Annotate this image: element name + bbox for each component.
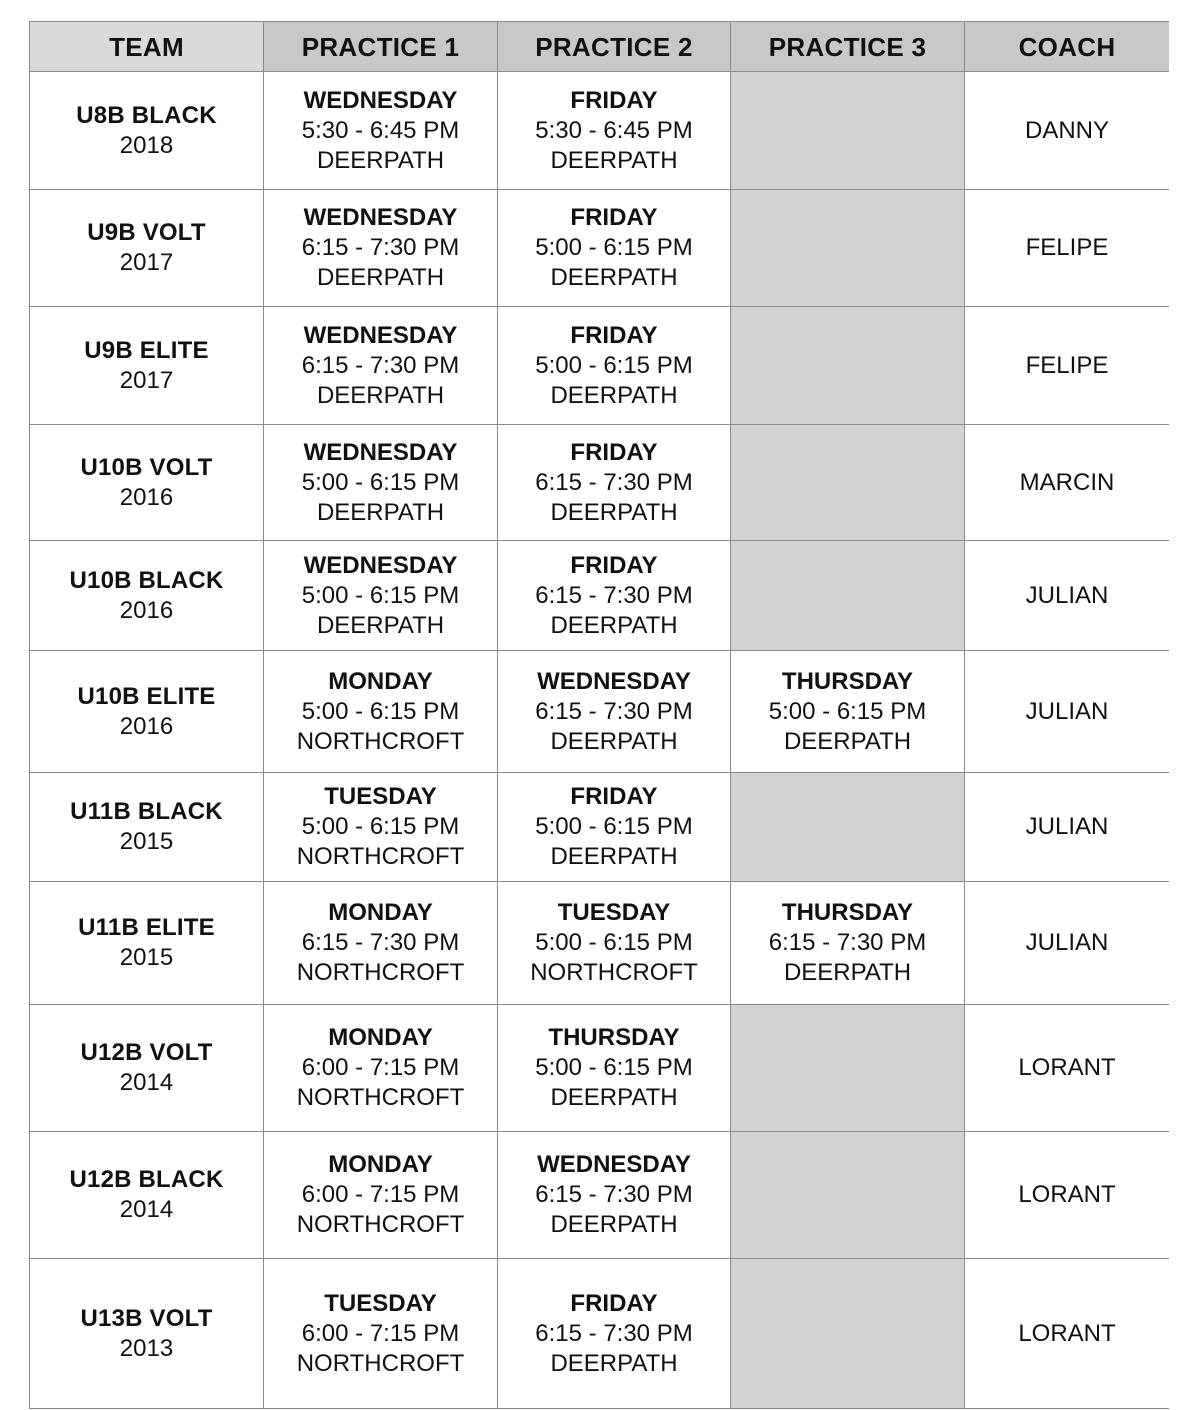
practice-2-cell — [498, 882, 731, 1005]
practice-time: 5:00 - 6:15 PM — [535, 1054, 693, 1081]
header-team: TEAM — [30, 22, 264, 72]
team-cell — [30, 773, 264, 882]
schedule-table — [29, 21, 1169, 1409]
table-row — [30, 541, 1170, 651]
practice-time: 6:15 - 7:30 PM — [301, 351, 460, 379]
coach-cell — [965, 307, 1170, 425]
coach-name: FELIPE — [1025, 234, 1109, 261]
team-cell — [30, 651, 264, 773]
practice-1-cell — [264, 882, 498, 1005]
practice-location: DEERPATH — [550, 1084, 678, 1111]
practice-location: NORTHCROFT — [296, 1084, 465, 1111]
practice-location: DEERPATH — [550, 381, 678, 409]
practice-day: WEDNESDAY — [303, 551, 458, 579]
practice-location: NORTHCROFT — [296, 843, 465, 870]
practice-location: DEERPATH — [316, 498, 445, 526]
practice-day: THURSDAY — [781, 667, 914, 695]
coach-name: JULIAN — [1025, 813, 1109, 840]
team-cell — [30, 1259, 264, 1409]
team-birth-year: 2014 — [119, 1196, 174, 1223]
practice-3-empty-cell — [731, 307, 965, 425]
practice-location: DEERPATH — [783, 727, 912, 755]
practice-location: NORTHCROFT — [296, 1349, 465, 1377]
practice-day: FRIDAY — [570, 321, 658, 349]
practice-location: DEERPATH — [550, 611, 678, 639]
practice-time: 6:15 - 7:30 PM — [301, 929, 460, 956]
practice-time: 6:15 - 7:30 PM — [535, 468, 693, 496]
header-practice-3: PRACTICE 3 — [731, 22, 965, 72]
coach-name: LORANT — [1018, 1181, 1116, 1208]
team-birth-year: 2015 — [119, 828, 174, 855]
practice-3-empty-cell — [731, 425, 965, 541]
practice-3-empty-cell — [731, 1132, 965, 1259]
practice-day: FRIDAY — [570, 86, 658, 114]
team-birth-year: 2017 — [119, 249, 174, 276]
practice-day: TUESDAY — [324, 783, 437, 810]
coach-cell — [965, 1005, 1170, 1132]
practice-location: NORTHCROFT — [296, 727, 465, 755]
practice-3-empty-cell — [731, 72, 965, 190]
team-birth-year: 2015 — [119, 944, 174, 971]
practice-3-empty-cell — [731, 1005, 965, 1132]
coach-cell — [965, 1132, 1170, 1259]
team-cell — [30, 425, 264, 541]
practice-1-cell — [264, 72, 498, 190]
team-name: U9B ELITE — [84, 336, 209, 364]
practice-3-cell — [731, 882, 965, 1005]
practice-1-cell — [264, 651, 498, 773]
practice-time: 6:15 - 7:30 PM — [535, 1319, 693, 1347]
practice-location: DEERPATH — [316, 611, 445, 639]
practice-2-cell — [498, 190, 731, 307]
team-cell — [30, 72, 264, 190]
coach-cell — [965, 190, 1170, 307]
coach-name: JULIAN — [1025, 581, 1109, 609]
practice-time: 5:30 - 6:45 PM — [301, 116, 460, 144]
coach-name: JULIAN — [1025, 929, 1109, 956]
team-birth-year: 2014 — [119, 1069, 174, 1096]
team-birth-year: 2013 — [119, 1334, 174, 1362]
coach-cell — [965, 773, 1170, 882]
practice-1-cell — [264, 190, 498, 307]
practice-time: 5:00 - 6:15 PM — [535, 234, 693, 261]
practice-day: FRIDAY — [570, 204, 658, 231]
team-name: U13B VOLT — [80, 1304, 213, 1332]
practice-day: THURSDAY — [781, 899, 914, 926]
practice-day: FRIDAY — [570, 783, 658, 810]
practice-day: FRIDAY — [570, 1289, 658, 1317]
coach-name: JULIAN — [1025, 697, 1109, 725]
practice-location: NORTHCROFT — [296, 1211, 465, 1238]
table-row — [30, 425, 1170, 541]
practice-time: 5:00 - 6:15 PM — [768, 697, 927, 725]
practice-day: TUESDAY — [557, 899, 671, 926]
practice-location: DEERPATH — [783, 959, 912, 986]
practice-1-cell — [264, 307, 498, 425]
table-row — [30, 190, 1170, 307]
coach-cell — [965, 541, 1170, 651]
practice-day: WEDNESDAY — [303, 438, 458, 466]
practice-day: TUESDAY — [324, 1289, 437, 1317]
coach-cell — [965, 72, 1170, 190]
practice-1-cell — [264, 1132, 498, 1259]
practice-3-empty-cell — [731, 541, 965, 651]
practice-time: 6:15 - 7:30 PM — [301, 234, 460, 261]
practice-3-empty-cell — [731, 190, 965, 307]
coach-cell — [965, 651, 1170, 773]
practice-1-cell — [264, 773, 498, 882]
team-name: U11B ELITE — [78, 914, 215, 941]
coach-name: DANNY — [1024, 116, 1109, 144]
coach-cell — [965, 425, 1170, 541]
practice-day: MONDAY — [328, 899, 433, 926]
coach-cell — [965, 882, 1170, 1005]
practice-location: DEERPATH — [550, 264, 678, 291]
practice-location: DEERPATH — [550, 843, 678, 870]
practice-time: 6:15 - 7:30 PM — [768, 929, 927, 956]
practice-time: 5:00 - 6:15 PM — [535, 813, 693, 840]
practice-day: WEDNESDAY — [303, 321, 458, 349]
team-name: U11B BLACK — [70, 798, 223, 825]
team-name: U12B VOLT — [80, 1039, 213, 1066]
team-name: U8B BLACK — [76, 101, 217, 129]
coach-name: LORANT — [1018, 1319, 1116, 1347]
practice-day: FRIDAY — [570, 438, 658, 466]
practice-day: MONDAY — [328, 1024, 433, 1051]
practice-3-empty-cell — [731, 773, 965, 882]
team-cell — [30, 1132, 264, 1259]
practice-time: 5:00 - 6:15 PM — [301, 697, 460, 725]
table-row — [30, 882, 1170, 1005]
practice-day: WEDNESDAY — [303, 86, 458, 114]
team-cell — [30, 190, 264, 307]
practice-3-cell — [731, 651, 965, 773]
practice-2-cell — [498, 1005, 731, 1132]
coach-name: FELIPE — [1025, 351, 1109, 379]
coach-name: MARCIN — [1019, 468, 1115, 496]
practice-day: WEDNESDAY — [303, 204, 458, 231]
practice-time: 6:00 - 7:15 PM — [301, 1181, 460, 1208]
practice-time: 6:15 - 7:30 PM — [535, 1181, 693, 1208]
practice-location: DEERPATH — [316, 381, 445, 409]
coach-cell — [965, 1259, 1170, 1409]
practice-location: NORTHCROFT — [296, 959, 465, 986]
practice-time: 5:30 - 6:45 PM — [535, 116, 693, 144]
practice-location: NORTHCROFT — [530, 959, 698, 986]
practice-time: 5:00 - 6:15 PM — [301, 581, 460, 609]
team-name: U9B VOLT — [87, 219, 206, 246]
team-name: U12B BLACK — [69, 1166, 224, 1193]
table-row — [30, 72, 1170, 190]
team-birth-year: 2017 — [119, 366, 174, 394]
table-row — [30, 1005, 1170, 1132]
practice-1-cell — [264, 425, 498, 541]
table-row — [30, 1259, 1170, 1409]
practice-2-cell — [498, 541, 731, 651]
practice-1-cell — [264, 1005, 498, 1132]
team-birth-year: 2016 — [119, 596, 174, 624]
team-birth-year: 2018 — [119, 131, 174, 159]
header-row — [30, 22, 1170, 72]
team-name: U10B ELITE — [77, 682, 216, 710]
practice-day: WEDNESDAY — [537, 667, 691, 695]
table-row — [30, 307, 1170, 425]
practice-location: DEERPATH — [550, 146, 678, 174]
practice-time: 6:00 - 7:15 PM — [301, 1319, 460, 1347]
practice-3-empty-cell — [731, 1259, 965, 1409]
table-row — [30, 1132, 1170, 1259]
table-row — [30, 773, 1170, 882]
header-practice-2: PRACTICE 2 — [498, 22, 731, 72]
table-row — [30, 651, 1170, 773]
practice-location: DEERPATH — [550, 1349, 678, 1377]
practice-1-cell — [264, 541, 498, 651]
practice-2-cell — [498, 1132, 731, 1259]
practice-location: DEERPATH — [550, 498, 678, 526]
practice-1-cell — [264, 1259, 498, 1409]
practice-day: WEDNESDAY — [537, 1151, 691, 1178]
practice-2-cell — [498, 1259, 731, 1409]
team-name: U10B VOLT — [80, 453, 213, 481]
team-cell — [30, 882, 264, 1005]
team-cell — [30, 541, 264, 651]
practice-day: THURSDAY — [548, 1024, 680, 1051]
coach-name: LORANT — [1018, 1054, 1116, 1081]
practice-2-cell — [498, 425, 731, 541]
practice-2-cell — [498, 773, 731, 882]
team-name: U10B BLACK — [69, 566, 224, 594]
practice-time: 6:00 - 7:15 PM — [301, 1054, 460, 1081]
practice-2-cell — [498, 651, 731, 773]
practice-day: MONDAY — [328, 667, 433, 695]
practice-time: 6:15 - 7:30 PM — [535, 581, 693, 609]
team-cell — [30, 307, 264, 425]
practice-time: 6:15 - 7:30 PM — [535, 697, 693, 725]
practice-location: DEERPATH — [316, 264, 445, 291]
header-practice-1: PRACTICE 1 — [264, 22, 498, 72]
practice-location: DEERPATH — [550, 1211, 678, 1238]
team-cell — [30, 1005, 264, 1132]
practice-2-cell — [498, 72, 731, 190]
practice-location: DEERPATH — [550, 727, 678, 755]
practice-time: 5:00 - 6:15 PM — [301, 468, 460, 496]
practice-day: MONDAY — [328, 1151, 433, 1178]
team-birth-year: 2016 — [119, 483, 174, 511]
practice-time: 5:00 - 6:15 PM — [535, 351, 693, 379]
team-birth-year: 2016 — [119, 712, 174, 740]
practice-time: 5:00 - 6:15 PM — [535, 929, 693, 956]
practice-2-cell — [498, 307, 731, 425]
practice-schedule — [29, 21, 1169, 1410]
header-coach: COACH — [965, 22, 1170, 72]
practice-time: 5:00 - 6:15 PM — [301, 813, 460, 840]
practice-location: DEERPATH — [316, 146, 445, 174]
practice-day: FRIDAY — [570, 551, 658, 579]
